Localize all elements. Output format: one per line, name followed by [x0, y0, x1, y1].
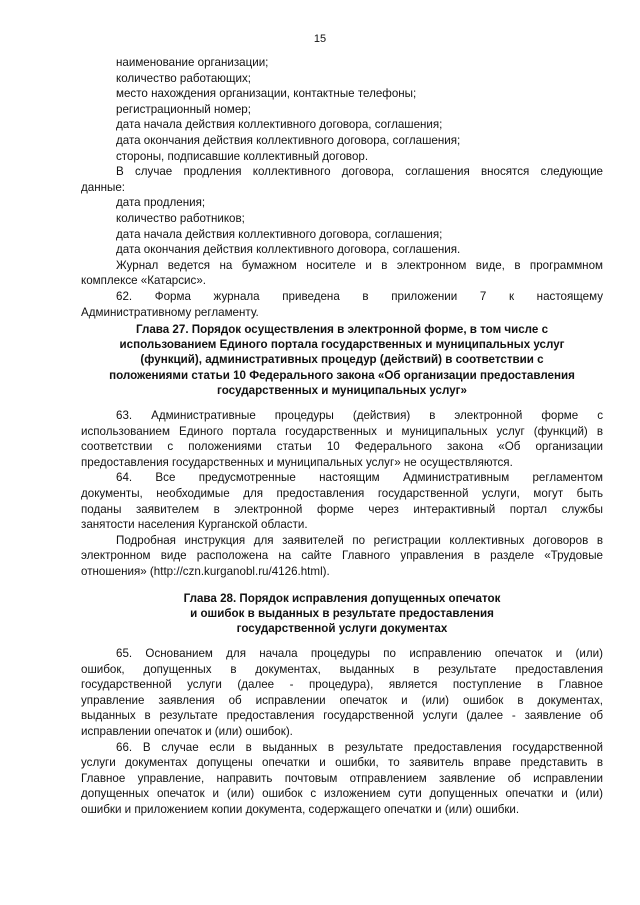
- list-item: наименование организации;: [116, 56, 269, 69]
- paragraph-66-line: 66. В случае если в выданных в результате предоставления государственной: [116, 740, 603, 754]
- chapter-title-line: использованием Единого портала государственных и муниципальных услуг: [119, 338, 565, 352]
- paragraph-63-line: использованием Единого портала государственных и муниципальных услуг (функций) в: [81, 424, 603, 438]
- paragraph-65-line: выданных в результате предоставления государственной услуги (далее - заявление об: [81, 709, 603, 723]
- paragraph-65-line: управление заявления об исправлении опечаток и (или) ошибок в документах,: [81, 693, 603, 707]
- chapter-27-title: [81, 322, 603, 398]
- paragraph-65-line: государственной услуги (далее - процедура), является поступление в Главное: [81, 678, 603, 692]
- paragraph-65-line: исправлении опечаток и (или) ошибок).: [81, 724, 293, 738]
- list-item: место нахождения организации, контактные телефоны;: [116, 87, 417, 101]
- list-item: дата окончания действия коллективного договора, соглашения;: [116, 133, 461, 147]
- paragraph-63-line: соответствии с положениями статьи 10 Федерального закона «Об организации: [81, 440, 603, 454]
- instruction-line: Подробная инструкция для заявителей по регистрации коллективных договоров в: [116, 533, 603, 547]
- paragraph-65-line: ошибок, допущенных в документах, выданных в результате предоставления: [81, 662, 603, 676]
- list-item: количество работающих;: [116, 71, 252, 85]
- paragraph-66-line: допущенных опечаток и (или) ошибок с изложением сути допущенных опечатки и (или): [81, 787, 603, 801]
- paragraph-63-line: предоставления государственных и муниципальных услуг» не осуществляются.: [81, 455, 513, 469]
- list-item: дата начала действия коллективного договора, соглашения;: [116, 118, 443, 132]
- journal-fields-list: [81, 55, 603, 320]
- list-item: регистрационный номер;: [116, 102, 251, 116]
- list-item: дата начала действия коллективного договора, соглашения;: [116, 227, 443, 241]
- chapter-title-line: (функций), административных процедур (действий) в соответствии с: [140, 353, 544, 367]
- instruction-line: отношения» (http://czn.kurganobl.ru/4126.html).: [81, 564, 330, 578]
- journal-note-line: Журнал ведется на бумажном носителе и в электронном виде, в программном: [116, 258, 603, 272]
- chapter-title-line: Глава 27. Порядок осуществления в электронной форме, в том числе с: [135, 323, 549, 336]
- renewal-intro-line: данные:: [81, 180, 126, 194]
- chapter-title-line: положениями статьи 10 Федерального закона «Об организации предоставления: [109, 368, 575, 382]
- paragraph-66-line: Главное управление, направить почтовым отправлением заявление об исправлении: [81, 771, 603, 785]
- list-item: стороны, подписавшие коллективный договор.: [116, 149, 369, 163]
- chapter-title-line: Глава 28. Порядок исправления допущенных опечаток: [183, 592, 501, 605]
- paragraph-62-line: Административному регламенту.: [81, 305, 259, 319]
- chapter-title-line: и ошибок в выданных в результате предоставления: [190, 607, 494, 621]
- paragraph-64-line: поданы заявителем в электронной форме через интерактивный портал службы: [81, 502, 603, 516]
- paragraph-64-line: занятости населения Курганской области.: [81, 518, 308, 532]
- journal-note-line: комплексе «Катарсис».: [81, 274, 206, 288]
- chapter-28-body: [81, 646, 603, 818]
- page-number: 15: [313, 33, 327, 45]
- paragraph-66-line: услуги документах допущены опечатки и ошибки, то заявитель вправе представить в: [81, 756, 603, 770]
- paragraph-63-line: 63. Административные процедуры (действия) в электронной форме с: [116, 409, 603, 422]
- paragraph-62-line: 62. Форма журнала приведена в приложении 7 к настоящему: [116, 289, 603, 303]
- chapter-title-line: государственных и муниципальных услуг»: [217, 383, 467, 397]
- list-item: количество работников;: [116, 211, 245, 225]
- list-item: дата окончания действия коллективного договора, соглашения.: [116, 243, 461, 257]
- list-item: дата продления;: [116, 196, 206, 210]
- paragraph-64-line: документы, необходимые для предоставления государственной услуги, могут быть: [81, 486, 603, 500]
- paragraph-65-line: 65. Основанием для начала процедуры по исправлению опечаток и (или): [116, 647, 603, 660]
- instruction-line: электронном виде расположена на сайте Главного управления в разделе «Трудовые: [81, 549, 603, 563]
- renewal-intro-line: В случае продления коллективного договора, соглашения вносятся следующие: [116, 165, 603, 179]
- chapter-28-title: [81, 591, 603, 637]
- chapter-27-body: [81, 408, 603, 580]
- chapter-title-line: государственной услуги документах: [236, 622, 448, 636]
- paragraph-64-line: 64. Все предусмотренные настоящим Административным регламентом: [116, 471, 603, 485]
- paragraph-66-line: ошибки и приложением копии документа, содержащего опечатки и (или) ошибки.: [81, 802, 520, 816]
